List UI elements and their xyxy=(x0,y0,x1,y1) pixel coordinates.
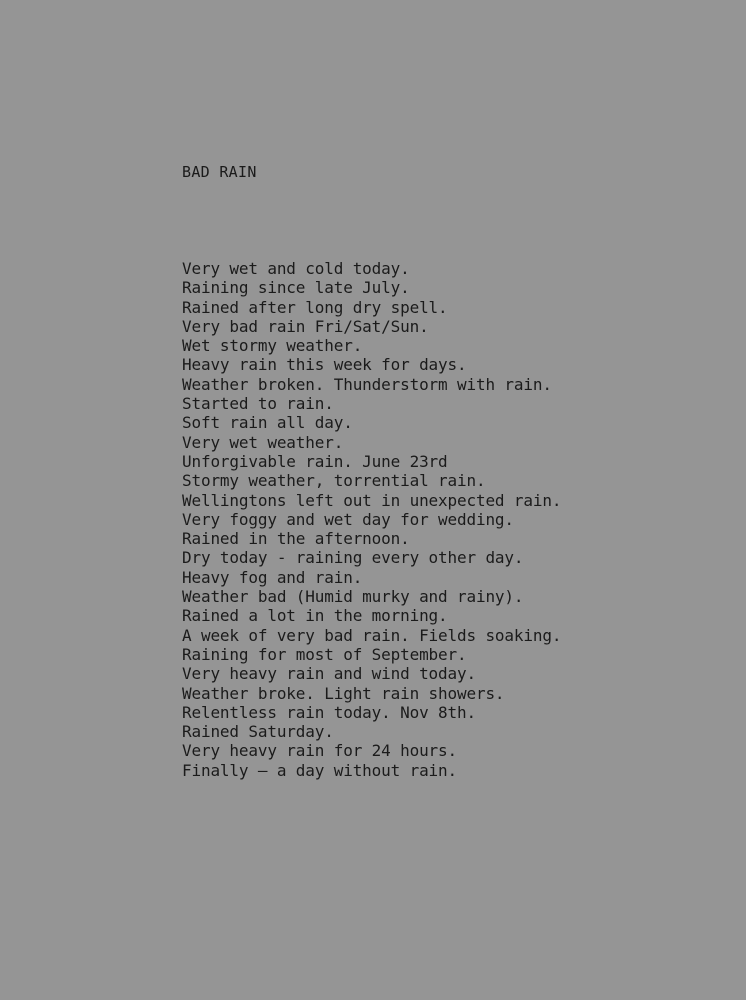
text-line: Very foggy and wet day for wedding. xyxy=(182,509,514,529)
text-line: Wet stormy weather. xyxy=(182,336,363,356)
text-line: Weather broken. Thunderstorm with rain. xyxy=(182,374,552,394)
text-line: Very bad rain Fri/Sat/Sun. xyxy=(182,316,429,336)
text-line: Rained Saturday. xyxy=(182,722,334,742)
text-line: Relentless rain today. Nov 8th. xyxy=(182,702,476,722)
text-line: Stormy weather, torrential rain. xyxy=(182,471,486,491)
text-line: Raining for most of September. xyxy=(182,644,467,664)
text-line: Rained in the afternoon. xyxy=(182,529,410,549)
text-line: Heavy fog and rain. xyxy=(182,567,363,587)
text-line: A week of very bad rain. Fields soaking. xyxy=(182,625,562,645)
page-title: BAD RAIN xyxy=(182,163,257,181)
text-line: Very wet and cold today. xyxy=(182,259,410,278)
text-line: Heavy rain this week for days. xyxy=(182,355,467,375)
text-line: Dry today - raining every other day. xyxy=(182,548,524,568)
text-line: Very heavy rain and wind today. xyxy=(182,664,476,684)
text-line: Very heavy rain for 24 hours. xyxy=(182,741,458,761)
text-line: Wellingtons left out in unexpected rain. xyxy=(182,490,562,510)
text-line: Finally — a day without rain. xyxy=(182,760,458,780)
text-line: Rained a lot in the morning. xyxy=(182,606,448,626)
text-line: Very wet weather. xyxy=(182,432,344,452)
text-line: Unforgivable rain. June 23rd xyxy=(182,451,448,471)
text-line: Raining since late July. xyxy=(182,278,410,298)
text-line: Weather bad (Humid murky and rainy). xyxy=(182,587,524,607)
text-line: Soft rain all day. xyxy=(182,413,353,433)
text-line: Weather broke. Light rain showers. xyxy=(182,683,505,703)
text-lines xyxy=(182,259,561,780)
text-line: Started to rain. xyxy=(182,394,334,414)
text-line: Rained after long dry spell. xyxy=(182,297,448,317)
